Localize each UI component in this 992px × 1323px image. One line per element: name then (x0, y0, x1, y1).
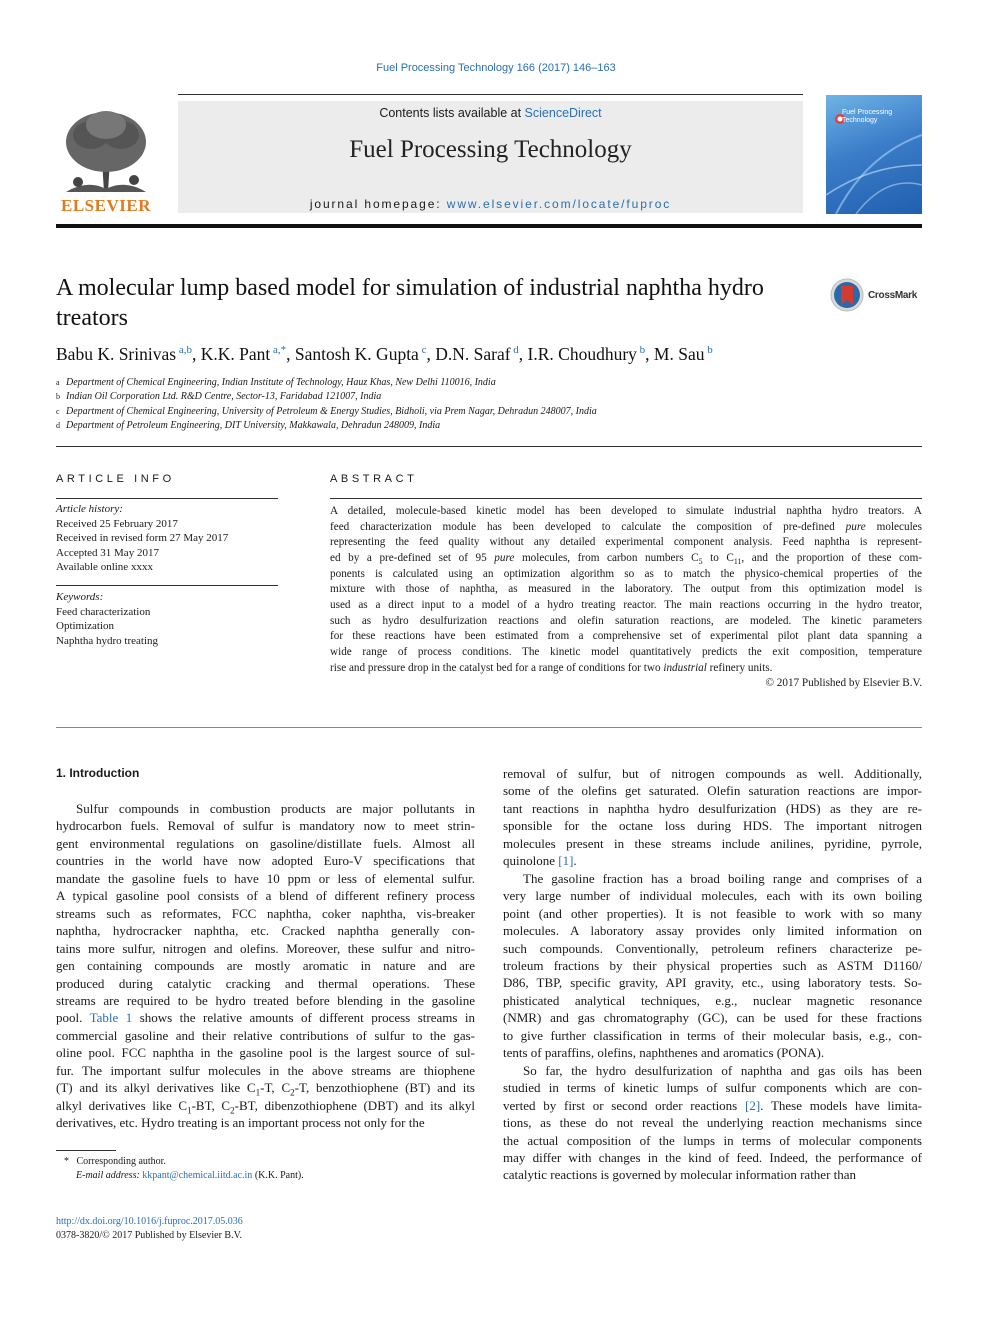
text-line: streams such as reformates, FCC naphtha, coker naphtha, vis-breaker (56, 905, 475, 921)
keywords (56, 590, 158, 648)
text-line: molecules present in these streams include anilines, pyridine, pyrrole, (503, 835, 922, 851)
abstract-text (330, 504, 922, 692)
journal-cover-image[interactable] (826, 95, 922, 214)
body-column-right (503, 765, 922, 1184)
author-affiliation-mark[interactable]: b (704, 344, 713, 357)
text-line: may differ with changes in the kind of feed. Indeed, the performance of (503, 1149, 922, 1165)
sciencedirect-link[interactable]: ScienceDirect (524, 106, 602, 120)
crossmark-label[interactable]: CrossMark (868, 290, 917, 301)
paper-title: A molecular lump based model for simulation of industrial naphtha hydro treators (56, 275, 764, 331)
header-top-rule (178, 94, 803, 95)
author-item (435, 344, 519, 364)
emphasis: industrial (663, 661, 707, 674)
keyword-item: Naphtha hydro treating (56, 634, 159, 647)
text-line: wide range of process conditions. The kinetic model quantitatively predicts the exit composition, temperature (330, 645, 922, 658)
doi-link[interactable]: http://dx.doi.org/10.1016/j.fuproc.2017.05.036 (56, 1216, 243, 1227)
text-line: gent environmental regulations on gasoline/distillate fuels. Almost all (56, 835, 475, 851)
subscript: 11 (733, 557, 742, 567)
text-line: tant reactions in naphtha hydro desulfurization (HDS) as they are re- (503, 800, 922, 816)
text-line: Sulfur compounds in combustion products are major pollutants in (76, 801, 475, 816)
affiliation-text: Department of Chemical Engineering, University of Petroleum & Energy Studies, Bidholi, via Prem Nagar, Dehradun 248007, India (66, 405, 597, 417)
text-line: mandate the gasoline fuels to have 10 ppm or less of elemental sulfur. (56, 870, 475, 886)
author-name: I.R. Choudhury (527, 344, 637, 364)
abstract-copyright: © 2017 Published by Elsevier B.V. (765, 677, 922, 690)
citation-link[interactable]: [1] (558, 853, 574, 869)
affiliations (56, 376, 597, 434)
text-line: commercial gasoline and their relative contributions of sulfur to the gas- (56, 1027, 475, 1043)
text-line: streams are required to be hydro treated before blending in the gasoline (56, 992, 475, 1008)
text-line: sponsible for the octane loss during HDS. The important nitrogen (503, 818, 922, 834)
text-line: gen containing compounds are mostly aromatic in nature and are (56, 958, 475, 974)
author-name: Babu K. Srinivas (56, 344, 177, 364)
crossmark-icon[interactable] (830, 278, 864, 312)
subscript: 1 (187, 1105, 192, 1116)
doi-block (56, 1215, 243, 1243)
text-line: point (and other properties). It is not feasible to work with so many (503, 905, 922, 921)
history-label: Article history: (56, 503, 123, 515)
corresponding-label: Corresponding author. (76, 1156, 166, 1167)
affiliation-item (56, 390, 597, 404)
affiliation-item (56, 405, 597, 419)
corresponding-footnote: * Corresponding author. (64, 1156, 166, 1167)
text-line: ed by a pre-defined set of 95 pure molecules, from carbon numbers $C_5$ to $C_{11}$, and the proportion of these com- (330, 551, 923, 567)
text-line: feed characterization module has been developed to calculate the composition of pre-defined pure molecules (330, 520, 922, 533)
text-line: derivatives, etc. Hydro treating is an important process not only for the (56, 1115, 425, 1131)
author-item (654, 344, 713, 364)
keyword-item: Optimization (56, 620, 115, 633)
text-line: to give further classification in terms of their molecular basis, e.g., con- (503, 1027, 922, 1043)
text-line: catalytic reactions is governed by molecular information rather than (503, 1167, 857, 1183)
text-line: the actual composition of the lumps in terms of molecular components (503, 1132, 922, 1148)
history-list (56, 517, 228, 575)
footnotes (56, 1155, 304, 1183)
text-line: countries in the world have now adopted Euro-V specifications that (56, 853, 475, 869)
publisher-name: ELSEVIER (61, 196, 151, 215)
author-name: Santosh K. Gupta (294, 344, 419, 364)
abstract-lines (330, 504, 922, 676)
text-line: representing the feed quality without any detailed experimental component analysis. Feed naphtha is represent- (330, 536, 922, 549)
text-line: used as a direct input to a model of a hydro treating reactor. The main reactions occurring in the hydro treator, (330, 598, 922, 611)
article-history (56, 502, 228, 575)
homepage-line (178, 197, 803, 211)
email-footnote (56, 1169, 304, 1183)
keyword-item: Feed characterization (56, 605, 151, 618)
subscript: 5 (698, 557, 703, 567)
text-line: ponents is calculated using an optimization algorithm so as to match the physico-chemical properties of the (330, 567, 922, 580)
author-affiliation-mark[interactable]: c (418, 344, 427, 357)
text-line: rise and pressure drop in the catalyst bed for a range of conditions for two industrial refinery units. (330, 661, 773, 674)
emphasis: pure (845, 520, 866, 533)
keywords-rule (56, 585, 278, 586)
text-line: The gasoline fraction has a broad boiling range and comprises of a (523, 870, 922, 886)
text-line: tents of paraffins, olefins, naphthenes and aromatics (PONA). (503, 1045, 825, 1061)
citation-link[interactable]: [2] (745, 1097, 761, 1113)
text-line: A detailed, molecule-based kinetic model has been developed to simulate industrial naphtha hydro treators. A (330, 505, 922, 517)
affiliation-item (56, 376, 597, 390)
text-line: D86, TBP, specific gravity, API gravity, etc., using laboratory tests. So- (503, 975, 922, 991)
keywords-label: Keywords: (56, 591, 104, 603)
abstract-rule (330, 498, 922, 499)
text-line: such as hydro desulfurization reactions and olefin saturation reactions, are modeled. The kinetic parameters (330, 614, 922, 627)
text-line: removal of sulfur, but of nitrogen compounds as well. Additionally, (503, 766, 922, 781)
text-line: verted by first or second order reactions [2]. These models have limita- (503, 1097, 923, 1113)
affiliation-tag: c (56, 406, 60, 416)
affiliation-item (56, 419, 597, 433)
text-line: So far, the hydro desulfurization of naphtha and gas oils has been (523, 1062, 922, 1078)
journal-header (178, 101, 803, 213)
author-affiliation-mark[interactable]: b (636, 344, 646, 357)
text-line: (NMR) and gas chromatography (GC), can be used for these fractions (503, 1010, 922, 1026)
text-line: tains more sulfur, nitrogen and olefins. Moreover, these sulfur and nitro- (56, 940, 475, 956)
text-line: alkyl derivatives like $C_1-BT$, $C_2-BT$, dibenzothiophene (DBT) and its alkyl (56, 1097, 475, 1116)
author-item (295, 344, 427, 364)
citation-link[interactable]: Table 1 (89, 1010, 133, 1026)
text-line: tions, as these do not reveal the underlying reaction mechanisms since (503, 1115, 922, 1131)
text-line: molecules. A laboratory assay provides only limited information on (503, 923, 922, 939)
text-line: studied in terms of kinetic lumps of sulfur components which are con- (503, 1080, 922, 1096)
text-line: (T) and its alkyl derivatives like $C_1-T$, $C_2-T$, benzothiophene (BT) and its (56, 1080, 475, 1098)
history-item: Available online xxxx (56, 561, 153, 574)
text-line: for these reactions have been estimated from a comprehensive set of experimental pilot plant data spanning a (330, 630, 922, 643)
keywords-list (56, 605, 158, 649)
text-line: very large number of individual molecules, each with its own boiling (503, 888, 922, 904)
article-info-heading: ARTICLE INFO (56, 473, 175, 485)
email-suffix: (K.K. Pant). (252, 1170, 304, 1182)
affiliation-text: Department of Petroleum Engineering, DIT University, Makkawala, Dehradun 248009, India (66, 420, 441, 432)
author-affiliation-mark[interactable]: d (510, 344, 519, 357)
text-line: fur. The important sulfur molecules in the above streams are thiophene (56, 1062, 475, 1078)
journal-reference[interactable]: Fuel Processing Technology 166 (2017) 146–163 (376, 62, 616, 74)
text-line: troleum fractions by their physical properties such as ASTM D1160/ (503, 957, 922, 973)
text-line: pool. Table 1 shows the relative amounts of different process streams in (56, 1010, 475, 1026)
author-affiliation-mark[interactable]: a,* (270, 344, 287, 357)
contents-prefix: Contents lists available at (379, 106, 525, 120)
introduction-heading: 1. Introduction (56, 766, 140, 780)
header-bottom-rule (56, 224, 922, 228)
author-name: D.N. Saraf (435, 344, 511, 364)
homepage-prefix: journal homepage: (309, 197, 447, 211)
section-rule (56, 727, 922, 728)
author-item (201, 344, 286, 364)
history-item: Received 25 February 2017 (56, 517, 178, 530)
affiliation-tag: a (56, 378, 60, 387)
affiliation-tag: b (56, 392, 60, 402)
author-name: M. Sau (653, 344, 705, 364)
article-info-rule (56, 498, 278, 499)
emphasis: pure (494, 551, 515, 564)
issn-line: 0378-3820/© 2017 Published by Elsevier B.V. (56, 1230, 243, 1242)
text-line: produced during catalytic cracking and thermal operations. These (56, 975, 475, 991)
email-link[interactable]: kkpant@chemical.iitd.ac.in (142, 1170, 253, 1182)
author-item (56, 344, 192, 364)
text-line: A typical gasoline pool consists of a blend of different refinery process (56, 888, 475, 904)
text-line: some of the olefins get saturated. Olefin saturation reactions are impor- (503, 783, 922, 799)
history-item: Accepted 31 May 2017 (56, 546, 159, 559)
subscript: 1 (255, 1087, 261, 1098)
text-line: quinolone [1]. (503, 853, 577, 869)
text-line: hydrocarbon fuels. Removal of sulfur is mandatory now to meet strin- (56, 818, 475, 834)
author-affiliation-mark[interactable]: a,b (176, 344, 192, 357)
text-line: phisticated analytical techniques, e.g., nuclear magnetic resonance (503, 992, 922, 1008)
contents-line (178, 106, 803, 120)
body-column-left (56, 800, 475, 1132)
author-name: K.K. Pant (200, 344, 271, 364)
cover-title: Fuel Processing Technology (842, 109, 893, 124)
email-label: E-mail address: (76, 1170, 143, 1182)
affiliation-rule (56, 446, 922, 447)
history-item: Received in revised form 27 May 2017 (56, 532, 229, 545)
text-line: such compounds. Conventionally, petroleum refiners characterize pe- (503, 940, 922, 956)
affiliation-tag: d (56, 421, 60, 431)
author-list: Babu K. Srinivas $^{a,b}$, K.K. Pant $^{a,*}$, Santosh K. Gupta $^c$, D.N. Saraf $^d$, I.R. Choudhury $^b$, M. Sau $^b$ (56, 344, 713, 364)
journal-title: Fuel Processing Technology (349, 136, 632, 163)
subscript: 2 (230, 1105, 235, 1116)
affiliation-text: Department of Chemical Engineering, Indian Institute of Technology, Hauz Khas, New Delhi 110016, India (66, 377, 496, 388)
homepage-link[interactable]: www.elsevier.com/locate/fuproc (446, 197, 672, 211)
text-line: naphtha, hydrocracker naphtha, etc. Cracked naphtha generally con- (56, 923, 475, 939)
footnote-rule (56, 1150, 116, 1151)
abstract-heading: ABSTRACT (330, 473, 418, 485)
author-item (528, 344, 646, 364)
text-line: mixture with those of naphtha, as measured in the laboratory. The output from this optimization model is (330, 583, 922, 596)
subscript: 2 (290, 1087, 295, 1098)
text-line: oline pool. FCC naphtha in the gasoline pool is the largest source of sul- (56, 1045, 475, 1061)
affiliation-text: Indian Oil Corporation Ltd. R&D Centre, Sector-13, Faridabad 121007, India (66, 391, 382, 403)
